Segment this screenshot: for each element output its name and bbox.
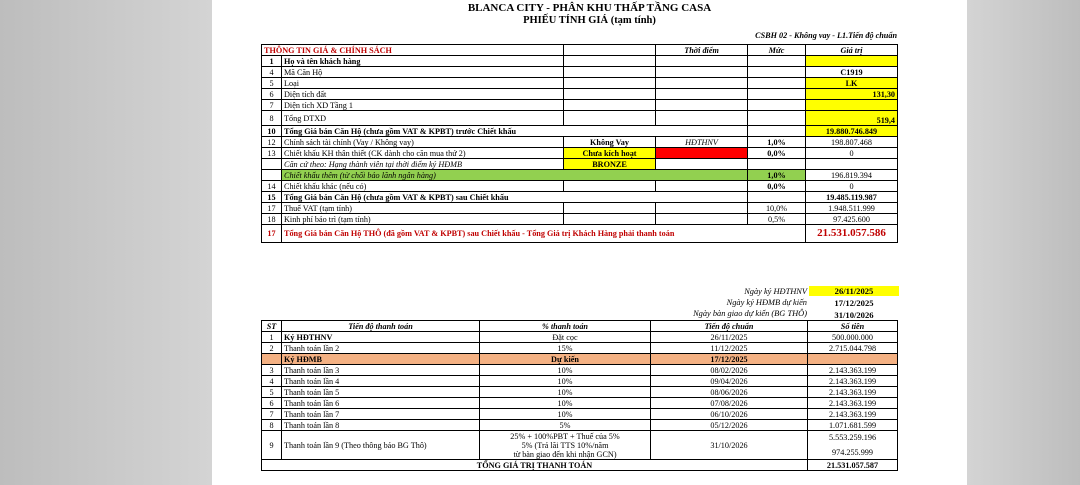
customer-name-value[interactable] [806, 56, 898, 67]
total-build-area: 519,4 [806, 111, 898, 126]
table-row: Chiết khấu thêm (từ chối bảo lãnh ngân hàng) 1,0% 196.819.394 [262, 170, 898, 181]
section-header: THÔNG TIN GIÁ & CHÍNH SÁCH [262, 45, 564, 56]
left-background [0, 0, 212, 485]
table-row: 1 Họ và tên khách hàng [262, 56, 898, 67]
total-payable: 21.531.057.586 [806, 225, 898, 243]
member-tier: BRONZE [564, 159, 656, 170]
hdmb-date: 17/12/2025 [834, 298, 874, 308]
header-level: Mức [748, 45, 806, 56]
page-title: BLANCA CITY - PHÂN KHU THẤP TẦNG CASA [467, 2, 712, 14]
table-row: 5 Thanh toán lần 5 10% 08/06/2026 2.143.363.199 [262, 387, 898, 398]
table-row: 14 Chiết khấu khác (nếu có) 0,0% 0 [262, 181, 898, 192]
loyalty-status[interactable]: Chưa kích hoạt [564, 148, 656, 159]
land-area: 131,30 [806, 89, 898, 100]
unit-type: LK [806, 78, 898, 89]
table-row: 8 Tổng DTXD 519,4 [262, 111, 898, 126]
table-row: 3 Thanh toán lần 3 10% 08/02/2026 2.143.363.199 [262, 365, 898, 376]
table-row-hdmb: Ký HĐMB Dự kiến 17/12/2025 [262, 354, 898, 365]
table-row: Căn cứ theo: Hạng thành viên tại thời điểm ký HĐMB BRONZE [262, 159, 898, 170]
page-subtitle: PHIẾU TÍNH GIÁ (tạm tính) [523, 15, 656, 26]
table-row: 7 Thanh toán lần 7 10% 06/10/2026 2.143.363.199 [262, 409, 898, 420]
table-row: 6 Diện tích đất 131,30 [262, 89, 898, 100]
sign-date-label: Ngày ký HĐTHNV [744, 287, 807, 296]
table-row: 12 Chính sách tài chính (Vay / Không vay) Không Vay HĐTHNV 1,0% 198.807.468 [262, 137, 898, 148]
table-row: 17 Tổng Giá bán Căn Hộ THÔ (đã gồm VAT & KPBT) sau Chiết khấu - Tổng Giá trị Khách Hàng phải thanh toán 21.531.057.586 [262, 225, 898, 243]
table-row: 5 Loại LK [262, 78, 898, 89]
table-row: 4 Thanh toán lần 4 10% 09/04/2026 2.143.363.199 [262, 376, 898, 387]
table-row: 9 Thanh toán lần 9 (Theo thông báo BG Thô) 25% + 100%PBT + Thuế của 5% 5% (Trả lãi TTS 10%/năm từ bàn giao đến khi nhận GCN) 31/10/2026 5.553.259.196 974.255.999 [262, 431, 898, 460]
price-before-discount: 19.880.746.849 [806, 126, 898, 137]
header-value: Giá trị [806, 45, 898, 56]
table-header-row [262, 45, 898, 56]
handover-date: 31/10/2026 [834, 310, 874, 320]
sign-date[interactable]: 26/11/2025 [809, 286, 899, 296]
floor1-area [806, 100, 898, 111]
hdmb-date-label: Ngày ký HĐMB dự kiến [726, 298, 807, 307]
table-row: 2 Thanh toán lần 2 15% 11/12/2025 2.715.044.798 [262, 343, 898, 354]
table-row: 17 Thuế VAT (tạm tính) 10,0% 1.948.511.999 [262, 203, 898, 214]
table-total-row: TỔNG GIÁ TRỊ THANH TOÁN 21.531.057.587 [262, 460, 898, 471]
table-row: 18 Kinh phí bảo trì (tạm tính) 0,5% 97.425.600 [262, 214, 898, 225]
handover-date-label: Ngày bàn giao dự kiến (BG THÔ) [693, 309, 807, 318]
unit-code: C1919 [806, 67, 898, 78]
price-after-discount: 19.485.119.987 [806, 192, 898, 203]
right-background [967, 0, 1080, 485]
table-row: 10 Tổng Giá bán Căn Hộ (chưa gồm VAT & KPBT) trước Chiết khấu 19.880.746.849 [262, 126, 898, 137]
table-row: 7 Diện tích XD Tầng 1 [262, 100, 898, 111]
table-row: 15 Tổng Giá bán Căn Hộ (chưa gồm VAT & KPBT) sau Chiết khấu 19.485.119.987 [262, 192, 898, 203]
payment-schedule-table [261, 320, 898, 471]
table-row: 13 Chiết khấu KH thân thiết (CK dành cho căn mua thứ 2) Chưa kích hoạt HĐMB 0,0% 0 [262, 148, 898, 159]
table-row: 8 Thanh toán lần 8 5% 05/12/2026 1.071.681.599 [262, 420, 898, 431]
price-sheet [212, 0, 967, 485]
customer-name-label: Họ và tên khách hàng [282, 56, 564, 67]
total-payment-amount: 21.531.057.587 [808, 460, 898, 471]
table-row: 1 Ký HĐTHNV Đặt cọc 26/11/2025 500.000.000 [262, 332, 898, 343]
price-info-table [261, 44, 898, 243]
table-row: 4 Mã Căn Hộ C1919 [262, 67, 898, 78]
finance-policy-select[interactable]: Không Vay [564, 137, 656, 148]
table-header-row: ST Tiến độ thanh toán % thanh toán Tiến độ chuẩn Số tiền [262, 321, 898, 332]
policy-code: CSBH 02 - Không vay - L1.Tiến độ chuẩn [755, 31, 897, 40]
table-row: 6 Thanh toán lần 6 10% 07/08/2026 2.143.363.199 [262, 398, 898, 409]
header-time: Thời điểm [656, 45, 748, 56]
